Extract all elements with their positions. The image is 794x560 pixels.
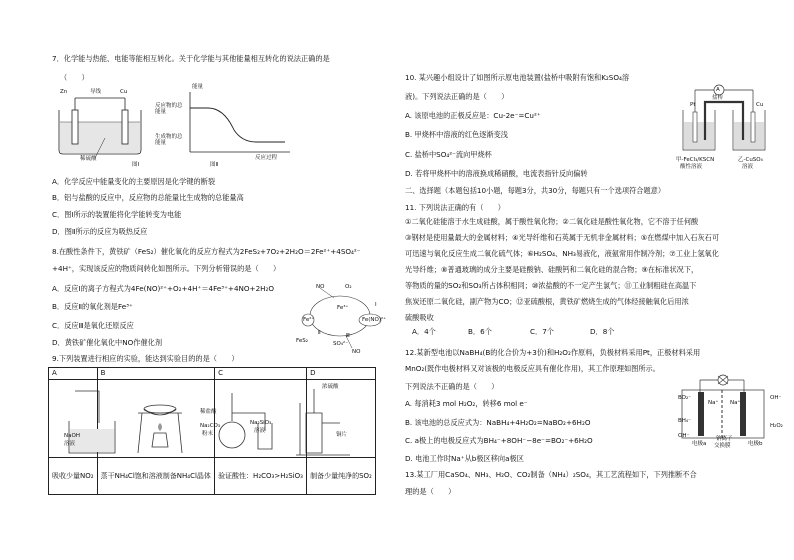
q12-electrode-b: 电极b	[748, 441, 763, 447]
q8-diag-no-2: NO	[352, 349, 361, 355]
q9-a-solution: 溶液	[64, 441, 76, 447]
q11-line-6: 焦炭还原二氧化硅，副产物为CO；⑫亚硫酸根，黄铁矿燃烧生成的气体经接触氧化后用浓	[405, 297, 689, 306]
q12-option-b: B. 该电池的总反应式为：NaBH₄+4H₂O₂=NaBO₂+6H₂O	[405, 418, 591, 427]
q7-fig1-acid: 稀硫酸	[80, 156, 97, 162]
q9-purpose-d: 制备少量纯净的SO₂	[307, 458, 376, 495]
q10-left-label: 甲-FeCl₃/KSCN	[676, 157, 715, 163]
q9-c-na2sio3: Na₂SiO₃	[250, 420, 272, 426]
q9-c-na2co3: Na₂CO₃	[200, 423, 221, 429]
q8-option-c: C．反应Ⅲ是氧化还原反应	[52, 321, 134, 330]
q7-fig1-wire: 导线	[90, 89, 102, 95]
q13-line-1: 13.某工厂用CaSO₄、NH₃、H₂O、CO₂制备（NH₄）₂SO₄，其工艺流程如下，下列推断不合	[405, 470, 697, 479]
q7-fig2-xlabel: 反应过程	[255, 155, 278, 161]
q7-fig2-reactant: 反应物的总能量	[155, 103, 183, 115]
q10-option-a: A. 该原电池的正极反应是：Cu-2e⁻=Cu²⁺	[405, 111, 541, 120]
q9-header-a: A	[49, 368, 98, 380]
q8-diag-so4: SO₄²⁻	[333, 341, 349, 347]
q8-diag-r3: Ⅲ	[346, 333, 350, 339]
q12-na-left: Na⁺	[708, 400, 719, 406]
q8-option-d: D．黄铁矿催化氧化中NO作催化剂	[52, 338, 163, 347]
q11-option-c: C．7个	[530, 327, 554, 336]
q12-membrane: 钠离子	[716, 436, 733, 442]
q7-option-d: D．图Ⅱ所示的反应为吸热反应	[52, 227, 148, 236]
q7-fig1-cu: Cu	[120, 89, 128, 95]
q8-option-a: A．反应Ⅰ的离子方程式为4Fe(NO)²⁺+O₂+4H⁺＝4Fe³⁺+4NO+2H₂O	[52, 284, 275, 293]
q12-cell-diagram	[678, 374, 768, 442]
q7-bracket: （ ）	[60, 73, 89, 82]
q9-c-solution: 溶液	[254, 428, 266, 434]
q8-diag-fes2: FeS₂	[296, 338, 308, 344]
q10-cu-label: Cu	[756, 102, 764, 108]
q12-oh-left: OH⁻	[678, 433, 690, 439]
q11-line-3: 可迅速与氧化反应生成二氧化硫气体；⑥H₂SO₄、NH₃易液化，液氨常用作制冷剂；⑦工业上氢氧化	[405, 249, 719, 258]
q10-ammeter-label: A	[716, 87, 720, 93]
q8-diag-r1: Ⅰ	[375, 302, 377, 308]
q12-line-2: MnO₂(既作电极材料又对该极的电极反应具有催化作用)，其工作原理如图所示。	[405, 364, 660, 373]
q9-c-acid: 稀盐酸	[200, 409, 217, 415]
q10-pt-label: Pt	[690, 102, 696, 108]
q9-stem: 9.下列装置进行相应的实验，能达到实验目的的是（ ）	[52, 354, 239, 363]
q8-diag-no: NO	[316, 284, 325, 290]
q9-header-c: C	[215, 368, 307, 380]
q9-d-acid: 浓硫酸	[322, 384, 339, 390]
q9-purpose-b: 蒸干NH₄Cl饱和溶液制备NH₄Cl晶体	[97, 458, 214, 495]
q8-diag-o2: O₂	[345, 284, 352, 290]
q9-purpose-c: 验证酸性：H₂CO₃>H₂SiO₃	[215, 458, 307, 495]
q7-fig2-ylabel: 能量	[192, 84, 204, 90]
q9-purpose-a: 吸收少量NO₂	[49, 458, 98, 495]
q11-line-5: 等物质的量的SO₂和SO₃所占体积相同；⑩浓盐酸的不一定产生氯气；⑪工业制粗硅在高温下	[405, 281, 697, 290]
q9-apparatus-b	[130, 383, 200, 461]
q7-fig2-product: 生成物的总能量	[155, 134, 183, 146]
section-2-heading: 二、选择题（本题包括10小题，每题3分，共30分，每题只有一个选项符合题意）	[405, 186, 666, 195]
q10-line-1: 10. 某兴趣小组设计了如图所示原电池装置(盐桥中吸附有饱和K₂SO₄溶	[405, 73, 630, 82]
q8-option-b: B．反应Ⅱ的氧化剂是Fe³⁺	[52, 302, 133, 311]
q8-diag-fe3: Fe³⁺	[337, 305, 349, 311]
q12-bo2: BO₂⁻	[678, 395, 692, 401]
q12-option-c: C. a极上的电极反应式为BH₄⁻+8OH⁻−8e⁻=BO₂⁻+6H₂O	[405, 436, 593, 445]
q7-option-a: A．化学反应中能量变化的主要原因是化学键的断裂	[52, 177, 216, 186]
q12-electrode-a: 电极a	[692, 441, 707, 447]
q10-option-b: B. 甲烧杯中溶液的红色逐渐变浅	[405, 130, 508, 139]
q11-option-d: D．8个	[590, 327, 615, 336]
q7-fig1-caption: 图Ⅰ	[132, 162, 140, 168]
q10-option-d: D. 若将甲烧杯中的溶液换成稀硝酸，电流表指针反向偏转	[405, 169, 588, 178]
q10-right-label: 乙-CuSO₄	[738, 157, 763, 163]
q7-option-c: C．图Ⅰ所示的装置能将化学能转变为电能	[52, 210, 182, 219]
q7-figure-1	[55, 88, 155, 168]
q7-figure-2	[180, 90, 300, 160]
q12-h2o2: H₂O₂	[770, 423, 783, 429]
q12-membrane-2: 交换膜	[714, 443, 731, 449]
q9-header-b: B	[97, 368, 214, 380]
q9-a-naoh: NaOH	[64, 433, 80, 439]
q10-line-2: 液)。下列说法正确的是（ ）	[405, 92, 509, 101]
q10-left-label-2: 酸性溶液	[680, 164, 703, 170]
q11-stem: 11. 下列说法正确的有（ ）	[405, 203, 505, 212]
q11-line-2: ③钢材是使用量最大的金属材料；④光导纤维和石英属于无机非金属材料；⑤在燃煤中加入石灰石可	[405, 233, 720, 242]
q7-option-b: B．铝与盐酸的反应中，反应物的总能量比生成物的总能量高	[52, 193, 244, 202]
q11-line-7: 硫酸吸收	[405, 313, 434, 322]
q9-c-powder: 粉末	[202, 431, 214, 437]
q8-diag-r2: Ⅱ	[318, 330, 321, 336]
q8-line-1: 8.在酸性条件下，黄铁矿（FeS₂）催化氧化的反应方程式为2FeS₂+7O₂+2H₂O＝2Fe²⁺+4SO₄²⁻	[52, 247, 361, 256]
q10-option-c: C. 盐桥中SO₄²⁻流向甲烧杯	[405, 150, 492, 159]
q11-option-a: A．4个	[412, 327, 436, 336]
q13-line-2: 理的是（ ）	[405, 487, 456, 496]
q12-bh4: BH₄⁻	[678, 418, 692, 424]
q8-diag-feno: Fe(NO)²⁺	[362, 317, 387, 323]
q8-diag-fe2: Fe²⁺	[303, 317, 315, 323]
q11-line-1: ①二氧化硅能溶于水生成硅酸，属于酸性氧化物；②二氧化硅是酸性氧化物，它不溶于任何酸	[405, 217, 699, 226]
q9-header-d: D	[307, 368, 376, 380]
q9-d-cu: 铜片	[336, 432, 348, 438]
q7-stem: 7．化学能与热能、电能等能相互转化。关于化学能与其他能量相互转化的说法正确的是	[52, 54, 330, 63]
q11-line-4: 光导纤维；⑧普通玻璃的成分主要是硅酸钠、硅酸钙和二氧化硅的混合物；⑨在标准状况下，	[405, 265, 699, 274]
q12-option-d: D. 电池工作时Na⁺从b极区移向a极区	[405, 454, 524, 463]
q7-fig2-caption: 图Ⅱ	[210, 162, 219, 168]
q11-option-b: B．6个	[468, 327, 492, 336]
q12-oh-right: OH⁻	[770, 395, 782, 401]
q12-na-right: Na⁺	[730, 400, 741, 406]
q10-right-label-2: 溶液	[742, 164, 754, 170]
q12-option-a: A. 每消耗3 mol H₂O₂，转移6 mol e⁻	[405, 399, 528, 408]
q12-line-1: 12.某新型电池以NaBH₄(B的化合价为+3价)和H₂O₂作原料，负极材料采用Pt，正极材料采用	[405, 348, 701, 357]
q10-bridge-label: 盐桥	[712, 95, 724, 101]
q7-fig1-zn: Zn	[60, 89, 68, 95]
q12-line-3: 下列说法不正确的是（ ）	[405, 382, 499, 391]
q9-apparatus-d	[290, 383, 375, 461]
q8-line-2: +4H⁺，实现该反应的物质间转化如图所示。下列分析错误的是（ ）	[52, 264, 281, 273]
